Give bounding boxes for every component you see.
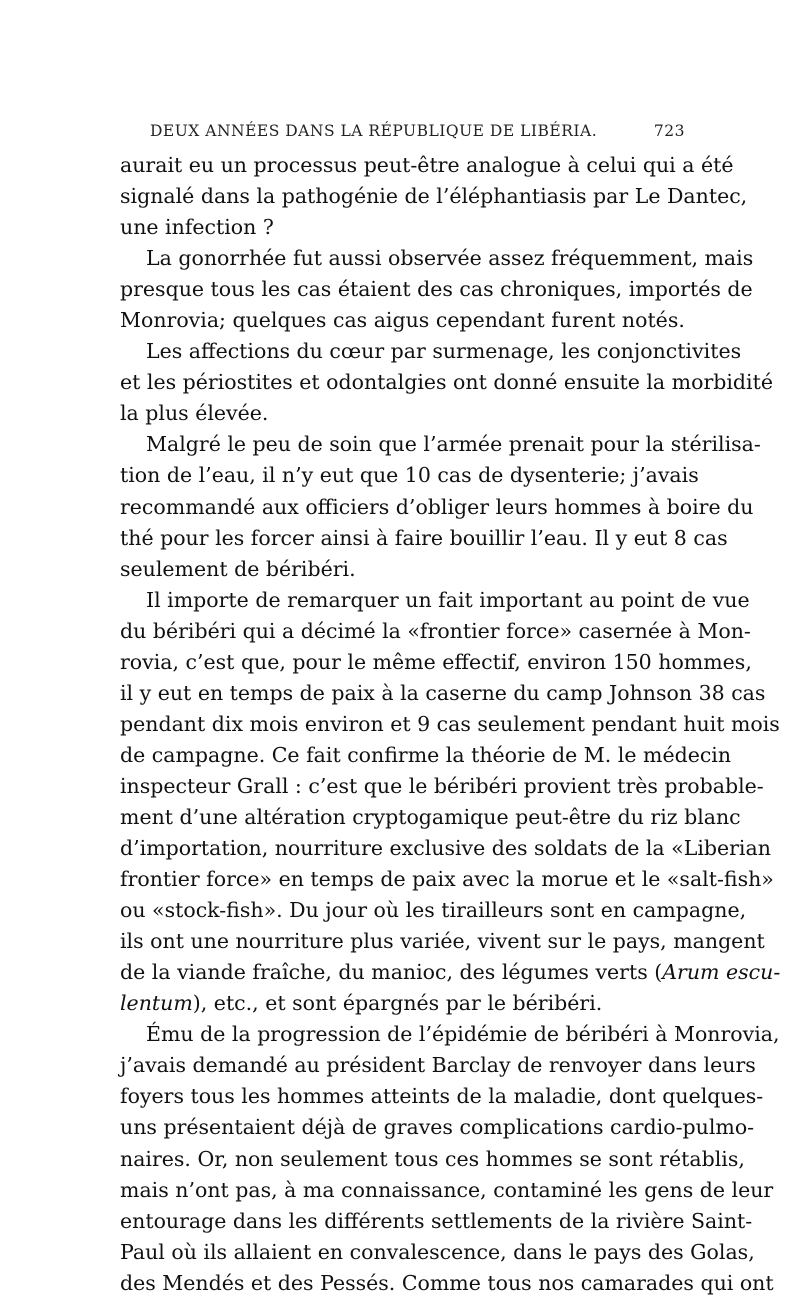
text-line: entourage dans les différents settlements de la rivière Saint- — [120, 1208, 753, 1233]
text-line: ment d’une altération cryptogamique peut-être du riz blanc — [120, 804, 741, 829]
text-line: uns présentaient déjà de graves complications cardio-pulmo- — [120, 1115, 755, 1140]
text-line: il y eut en temps de paix à la caserne du camp Johnson 38 cas — [120, 680, 766, 705]
text-run: de la viande fraîche, du manioc, des légumes verts ( — [120, 960, 663, 985]
text-line: Il importe de remarquer un fait important au point de vue — [146, 587, 750, 612]
text-line: La gonorrhée fut aussi observée assez fréquemment, mais — [146, 246, 754, 271]
running-header — [150, 116, 685, 146]
text-line: signalé dans la pathogénie de l’éléphantiasis par Le Dantec, — [120, 184, 748, 209]
text-line: Ému de la progression de l’épidémie de béribéri à Monrovia, — [146, 1022, 780, 1047]
text-line: tion de l’eau, il n’y eut que 10 cas de dysenterie; j’avais — [120, 463, 699, 488]
italic-latin-name: Arum escu- — [662, 960, 781, 985]
text-line: une infection ? — [120, 215, 274, 240]
text-line: rovia, c’est que, pour le même effectif, environ 150 hommes, — [120, 649, 752, 674]
text-line: Paul où ils allaient en convalescence, dans le pays des Golas, — [120, 1239, 755, 1264]
text-line: la plus élevée. — [120, 401, 269, 426]
text-run: ), etc., et sont épargnés par le béribéri. — [192, 991, 603, 1016]
text-line: frontier force» en temps de paix avec la morue et le «salt-fish» — [120, 867, 774, 892]
text-line: naires. Or, non seulement tous ces hommes se sont rétablis, — [120, 1146, 745, 1171]
text-line: Malgré le peu de soin que l’armée prenait pour la stérilisa- — [146, 432, 761, 457]
text-line-with-italic — [120, 957, 781, 988]
text-line: seulement de béribéri. — [120, 556, 356, 581]
text-line: Monrovia; quelques cas aigus cependant furent notés. — [120, 308, 685, 333]
text-line: et les périostites et odontalgies ont donné ensuite la morbidité — [120, 370, 773, 395]
text-line: ils ont une nourriture plus variée, vivent sur le pays, mangent — [120, 929, 765, 954]
text-line: ou «stock-fish». Du jour où les tirailleurs sont en campagne, — [120, 898, 747, 923]
text-line: aurait eu un processus peut-être analogue à celui qui a été — [120, 153, 734, 177]
text-line-with-italic — [120, 988, 680, 1019]
text-line: d’importation, nourriture exclusive des soldats de la «Liberian — [120, 836, 771, 861]
text-line: foyers tous les hommes atteints de la maladie, dont quelques- — [120, 1084, 764, 1109]
text-line: presque tous les cas étaient des cas chroniques, importés de — [120, 277, 753, 302]
page-number: 723 — [653, 122, 685, 140]
running-title: DEUX ANNÉES DANS LA RÉPUBLIQUE DE LIBÉRIA. — [150, 122, 598, 140]
text-line: pendant dix mois environ et 9 cas seulement pendant huit mois — [120, 711, 780, 736]
text-line: recommandé aux officiers d’obliger leurs hommes à boire du — [120, 494, 754, 519]
text-line: du béribéri qui a décimé la «frontier force» casernée à Mon- — [120, 618, 751, 643]
body-text — [120, 150, 781, 1299]
text-line: j’avais demandé au président Barclay de renvoyer dans leurs — [120, 1053, 756, 1078]
text-line: des Mendés et des Pessés. Comme tous nos camarades qui ont — [120, 1270, 774, 1295]
text-line: thé pour les forcer ainsi à faire bouillir l’eau. Il y eut 8 cas — [120, 525, 728, 550]
text-line: mais n’ont pas, à ma connaissance, contaminé les gens de leur — [120, 1177, 774, 1202]
italic-latin-name: lentum — [120, 991, 193, 1016]
text-line: inspecteur Grall : c’est que le béribéri provient très probable- — [120, 773, 764, 798]
text-line: Les affections du cœur par surmenage, les conjonctivites — [146, 339, 742, 364]
text-line: de campagne. Ce fait confirme la théorie de M. le médecin — [120, 742, 732, 767]
